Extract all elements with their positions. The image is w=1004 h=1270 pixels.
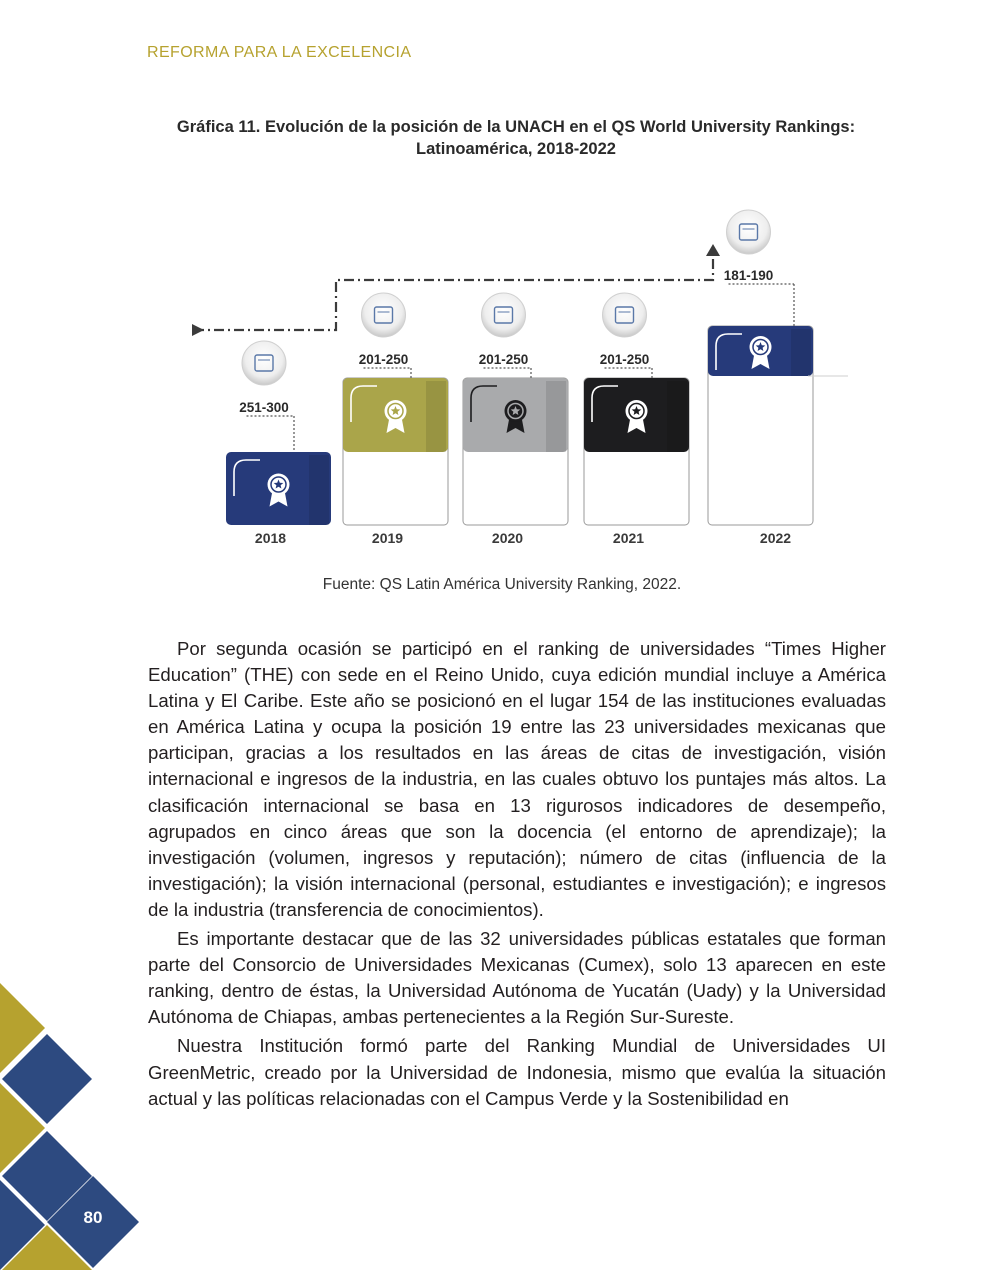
- paragraph-3: Nuestra Institución formó parte del Ranking Mundial de Universidades UI GreenMetric, creado por la Universidad de Indonesia, mismo que evalúa la situación actual y las políticas relacionadas con el Campus Verde y la Sostenibilidad en: [148, 1035, 886, 1109]
- figure-title-line2: Latinoamérica, 2018-2022: [416, 140, 616, 158]
- seal-icon-2021: [603, 293, 647, 337]
- paragraph-1: Por segunda ocasión se participó en el ranking de universidades “Times Higher Education” (THE) con sede en el Reino Unido, cuya edición mundial incluye a América Latina y El Caribe. Este año se posicionó en el lugar 154 de las instituciones evaluadas en América Latina y ocupa la posición 19 entre las 23 universidades mexicanas que participan, gracias a los resultados en las áreas de citas de investigación, visión internacional e ingresos de la industria, en las cuales obtuvo los puntajes más altos. La clasificación internacional se basa en 13 rigurosos indicadores de desempeño, agrupados en cinco áreas que son la docencia (el entorno de aprendizaje); la investigación (volumen, ingresos y reputación); número de citas (influencia de la investigación); la visión internacional (personal, estudiantes e investigación); e ingresos de la industria (transferencia de conocimientos).: [148, 638, 886, 920]
- running-header: REFORMA PARA LA EXCELENCIA: [147, 44, 412, 61]
- trend-arrow-end-head: [706, 244, 720, 256]
- trend-arrow-start-head: [192, 324, 204, 336]
- year-label-2018: 2018: [254, 530, 287, 546]
- paragraph-2: Es importante destacar que de las 32 universidades públicas estatales que forman parte del Consorcio de Universidades Mexicanas (Cumex), solo 13 aparecen en este ranking, dentro de éstas, la Universidad Autónoma de Yucatán (Uady) y la Universidad Autónoma de Chiapas, ambas pertenecientes a la Región Sur-Sureste.: [148, 928, 886, 1028]
- bar-group-2019: [343, 293, 448, 546]
- body-text: [148, 636, 886, 1115]
- year-label-2021: 2021: [612, 530, 645, 546]
- year-label-2019: 2019: [371, 530, 404, 546]
- bar-group-2022: [708, 210, 813, 546]
- bar-shade-2022: [791, 329, 811, 376]
- bar-group-2020: [463, 293, 568, 546]
- bar-shade-2019: [426, 381, 446, 452]
- page-number: 80: [83, 1208, 103, 1227]
- seal-icon-2020: [482, 293, 526, 337]
- source-text: QS Latin América University Ranking, 2022.: [375, 576, 682, 593]
- decorative-diamonds: [0, 0, 160, 1270]
- rank-label-2022: 181-190: [723, 268, 774, 283]
- year-label-2020: 2020: [491, 530, 524, 546]
- year-label-2022: 2022: [759, 530, 792, 546]
- ranking-chart: [180, 200, 860, 560]
- bar-shade-2020: [546, 381, 566, 452]
- seal-icon-2018: [242, 341, 286, 385]
- bar-group-2018: [226, 341, 331, 546]
- seal-icon-2019: [362, 293, 406, 337]
- seal-icon-2022: [727, 210, 771, 254]
- figure-title: [150, 116, 882, 160]
- rank-label-2021: 201-250: [599, 352, 650, 367]
- bar-group-2021: [584, 293, 689, 546]
- bar-shade-2021: [667, 381, 687, 452]
- source-prefix: Fuente:: [322, 576, 376, 593]
- bar-shade-2018: [309, 455, 329, 525]
- rank-label-2019: 201-250: [358, 352, 409, 367]
- figure-title-line1: Gráfica 11. Evolución de la posición de la UNACH en el QS World University Rankings:: [176, 118, 856, 136]
- rank-label-2018: 251-300: [239, 400, 289, 415]
- rank-label-2020: 201-250: [478, 352, 529, 367]
